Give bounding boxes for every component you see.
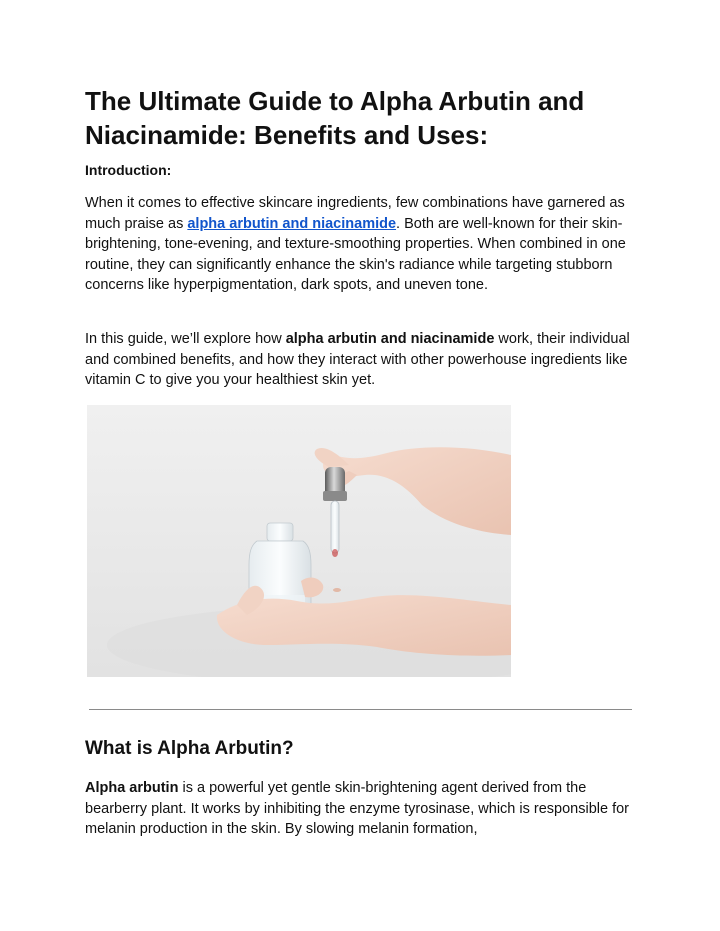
alpha-arbutin-niacinamide-link[interactable]: alpha arbutin and niacinamide: [187, 215, 397, 232]
alpha-arbutin-paragraph: [85, 778, 641, 840]
page-title: The Ultimate Guide to Alpha Arbutin and Niacinamide: Benefits and Uses:: [85, 86, 585, 150]
alpha-arbutin-bold: Alpha arbutin: [85, 780, 179, 796]
intro-p1-text-end: . Both are well-known for their skin-brightening, tone-evening, and texture-smoothing properties. When combined in one routine, they can significantly enhance the skin's radiance while targeting stubborn concerns like hyperpigmentation, dark spots, and uneven tone.: [85, 215, 626, 293]
intro-paragraph-2: [85, 329, 641, 391]
intro-p2-text-start: In this guide, we’ll explore how: [85, 331, 286, 347]
introduction-heading: Introduction:: [85, 162, 172, 178]
intro-p1-text-start: When it comes to effective skincare ingredients, few combinations have garnered as much praise as: [85, 195, 625, 232]
serum-dropper-photo: [87, 405, 511, 677]
alpha-arbutin-heading: What is Alpha Arbutin?: [85, 738, 294, 759]
intro-paragraph-1: [85, 193, 641, 296]
alpha-arbutin-text: is a powerful yet gentle skin-brightening agent derived from the bearberry plant. It works by inhibiting the enzyme tyrosinase, which is responsible for melanin production in the skin. By slowing melanin formation,: [85, 780, 630, 837]
intro-p2-bold: alpha arbutin and niacinamide: [285, 331, 495, 347]
section-divider: [89, 709, 632, 710]
intro-p2-text-end: work, their individual and combined benefits, and how they interact with other powerhouse ingredients like vitamin C to give you your healthiest skin yet.: [85, 331, 630, 388]
